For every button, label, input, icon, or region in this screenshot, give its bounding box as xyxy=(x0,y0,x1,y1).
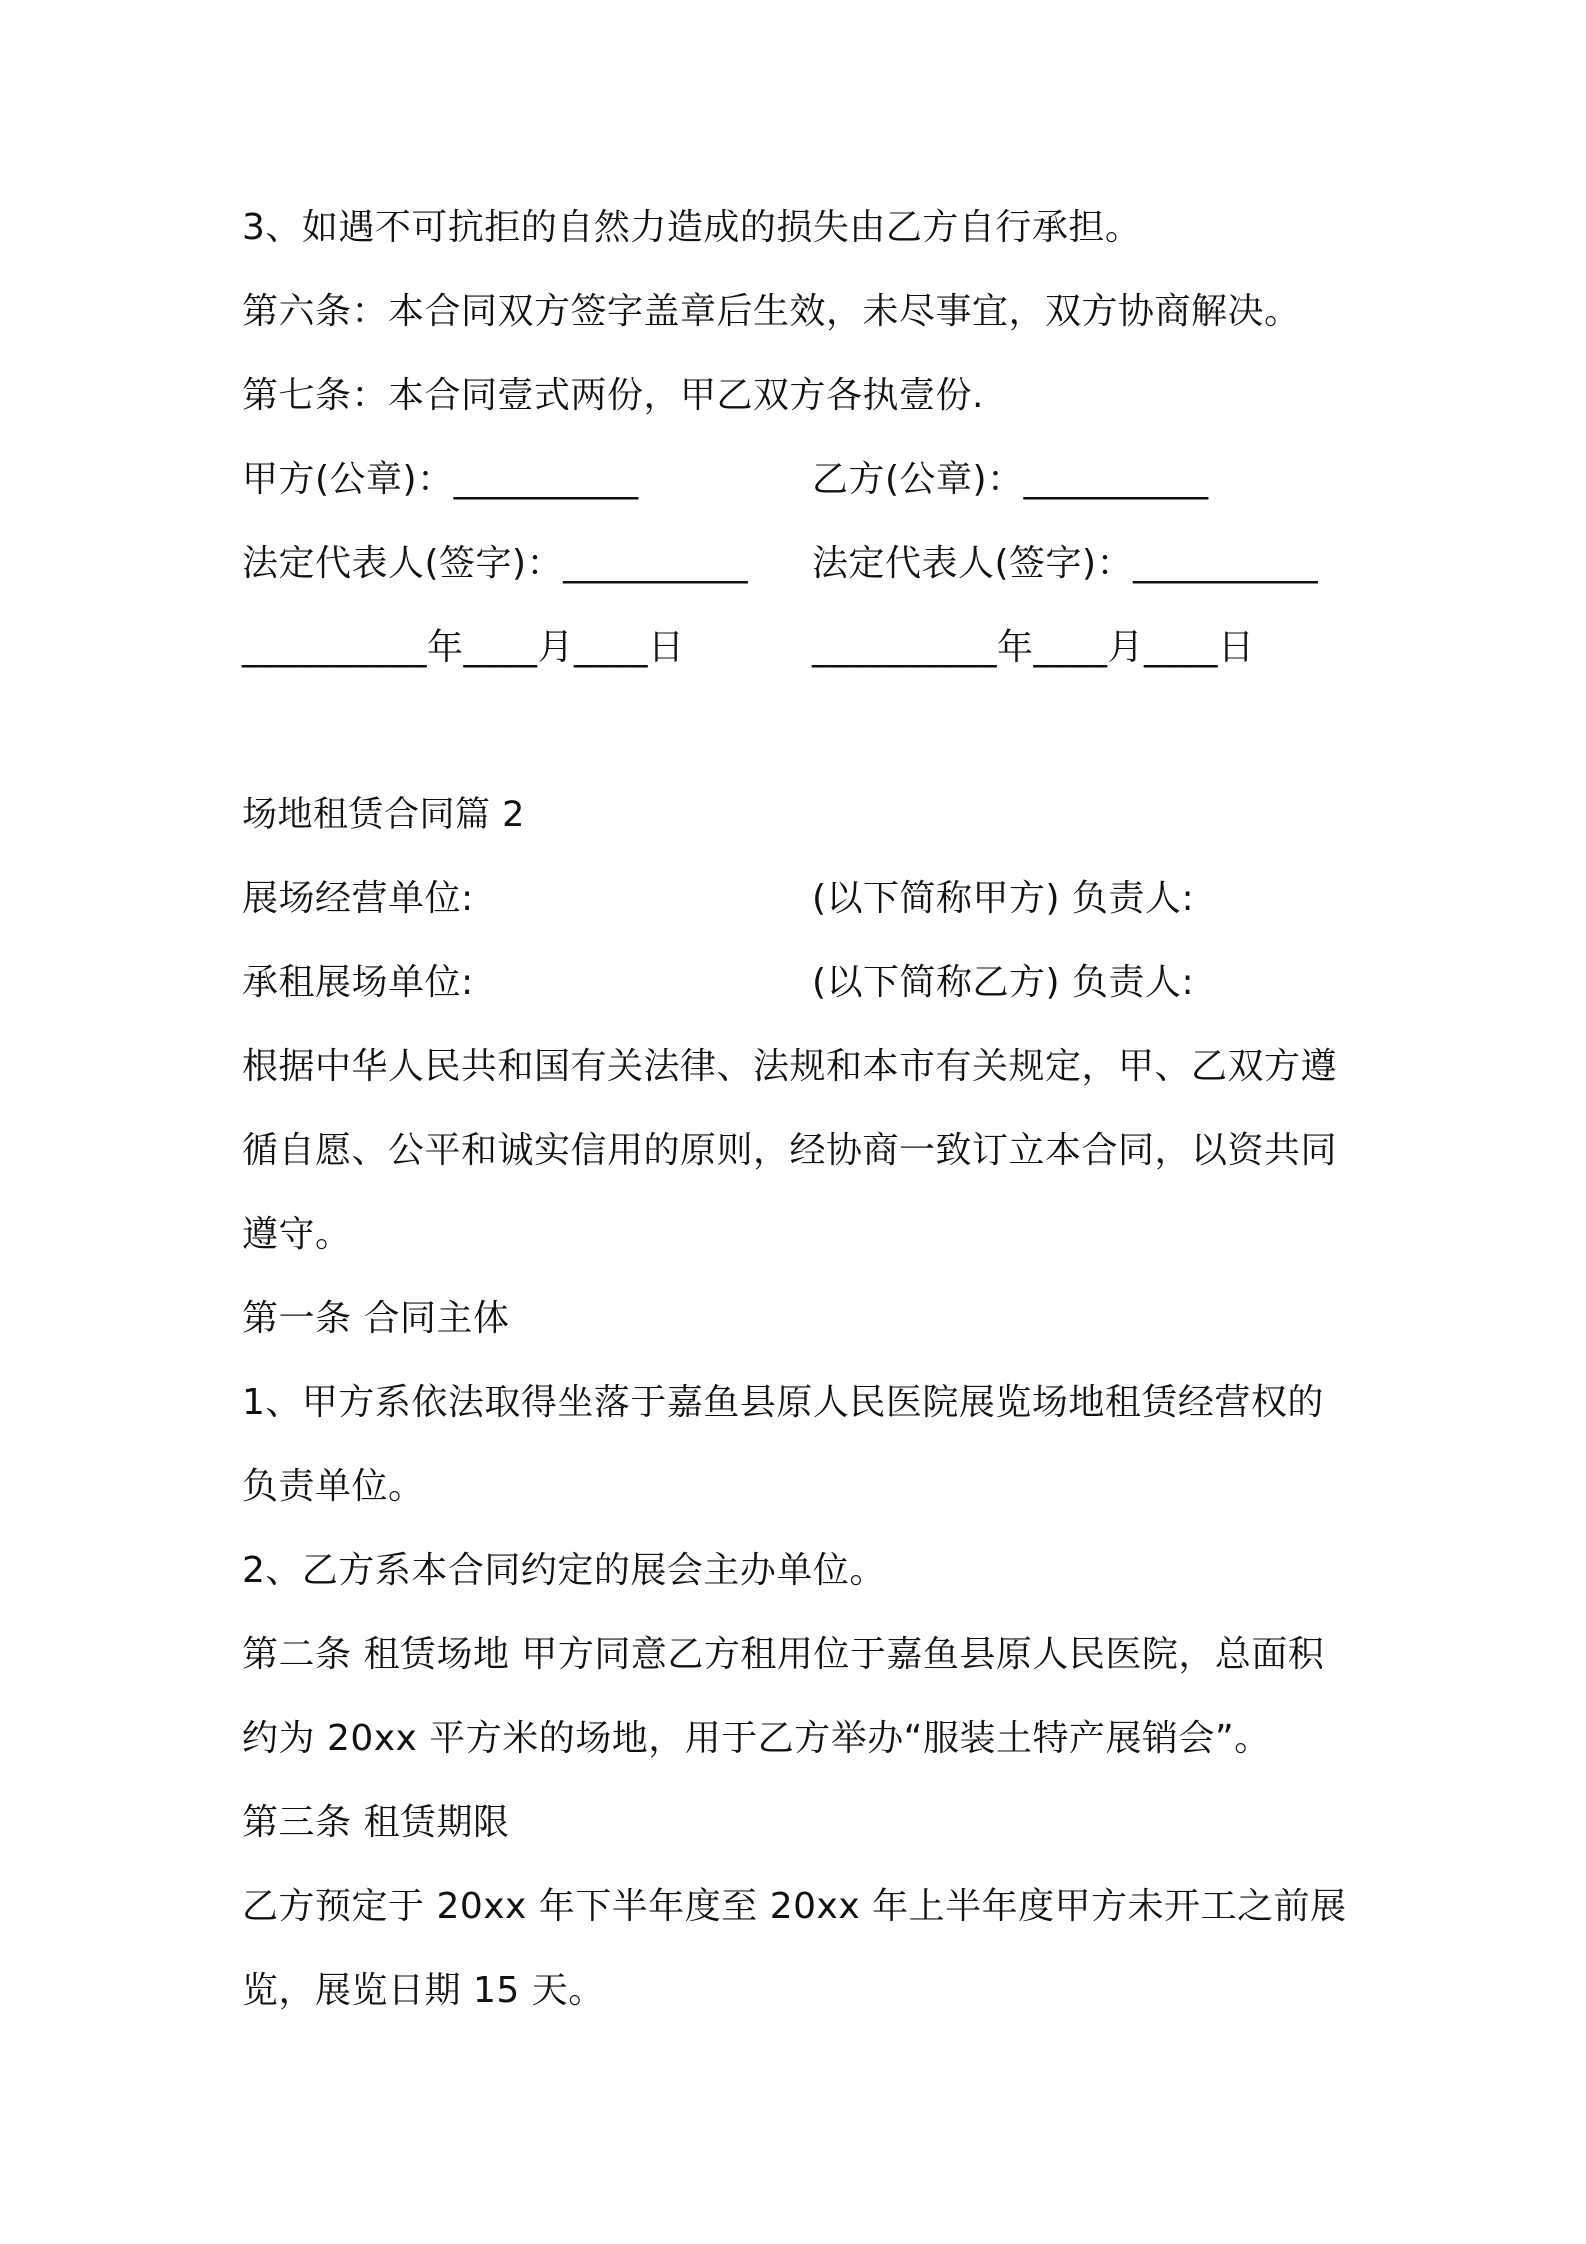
party-a-seal-field: 甲方(公章)：__________ xyxy=(242,459,639,500)
preamble-line-3: 遵守。 xyxy=(242,1214,352,1255)
section-title: 场地租赁合同篇 2 xyxy=(242,795,525,835)
clause-force-majeure: 3、如遇不可抗拒的自然力造成的损失由乙方自行承担。 xyxy=(242,207,1142,248)
article-three-title: 第三条 租赁期限 xyxy=(242,1802,510,1843)
article-one-title: 第一条 合同主体 xyxy=(242,1298,510,1339)
article-two-line-1: 第二条 租赁场地 甲方同意乙方租用位于嘉鱼县原人民医院，总面积 xyxy=(242,1634,1325,1675)
party-b-seal-field: 乙方(公章)：__________ xyxy=(812,459,1209,500)
party-b-representative-field: 法定代表人(签字)：__________ xyxy=(812,543,1319,584)
preamble-line-1: 根据中华人民共和国有关法律、法规和本市有关规定，甲、乙双方遵 xyxy=(242,1046,1338,1087)
exhibition-operator-note: (以下简称甲方) 负责人: xyxy=(812,878,1195,919)
party-b-date-field: __________年____月____日 xyxy=(812,627,1255,668)
article-six: 第六条：本合同双方签字盖章后生效，未尽事宜，双方协商解决。 xyxy=(242,291,1301,332)
article-three-line-2: 览，展览日期 15 天。 xyxy=(242,1970,605,2011)
party-a-representative-field: 法定代表人(签字)：__________ xyxy=(242,543,749,584)
article-seven: 第七条：本合同壹式两份，甲乙双方各执壹份. xyxy=(242,375,984,416)
exhibition-operator-label: 展场经营单位: xyxy=(242,878,474,919)
party-a-date-field: __________年____月____日 xyxy=(242,627,685,668)
article-one-item-1-line-1: 1、甲方系依法取得坐落于嘉鱼县原人民医院展览场地租赁经营权的 xyxy=(242,1382,1324,1423)
article-two-line-2: 约为 20xx 平方米的场地，用于乙方举办“服装土特产展销会”。 xyxy=(242,1718,1271,1759)
article-one-item-1-line-2: 负责单位。 xyxy=(242,1466,425,1507)
lessee-note: (以下简称乙方) 负责人: xyxy=(812,962,1195,1003)
preamble-line-2: 循自愿、公平和诚实信用的原则，经协商一致订立本合同，以资共同 xyxy=(242,1130,1338,1171)
lessee-label: 承租展场单位: xyxy=(242,962,474,1003)
article-three-line-1: 乙方预定于 20xx 年下半年度至 20xx 年上半年度甲方未开工之前展 xyxy=(242,1886,1347,1927)
article-one-item-2: 2、乙方系本合同约定的展会主办单位。 xyxy=(242,1550,886,1591)
